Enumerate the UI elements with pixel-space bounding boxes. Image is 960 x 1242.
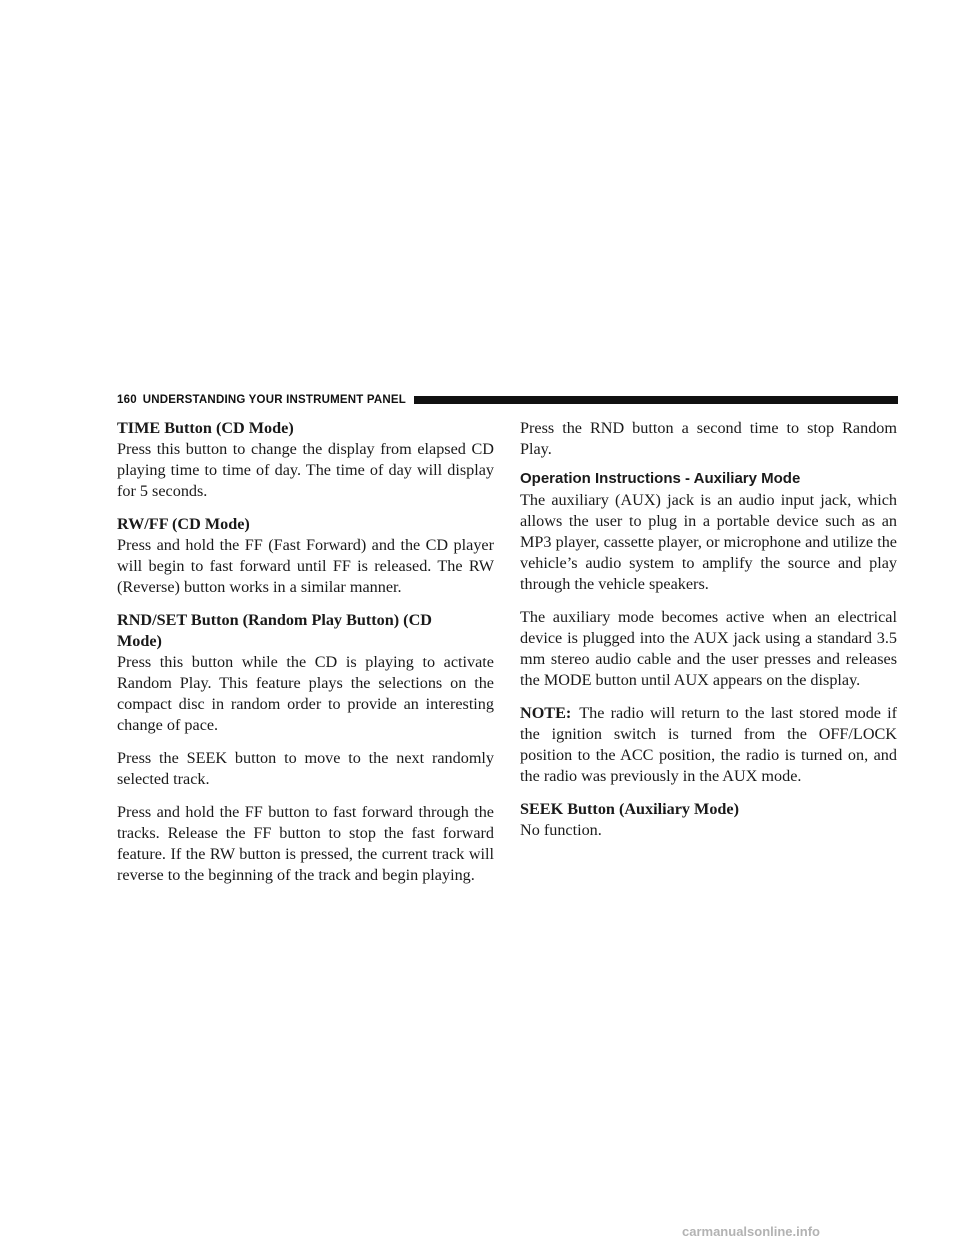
note-label: NOTE: [520,704,572,722]
time-button-text: Press this button to change the display from elapsed CD playing time to time of day. The time of day will display for 5 seconds. [117,440,494,500]
page-header [117,392,898,408]
watermark: carmanualsonline.info [682,1224,820,1239]
section-title: UNDERSTANDING YOUR INSTRUMENT PANEL [142,394,406,406]
seek-aux-text: No function. [520,821,602,839]
right-column [520,418,897,853]
rnd-set-text: Press this button while the CD is playing to activate Random Play. This feature plays the selections on the compact disc in random order to provide an interesting change of pace. [117,653,494,734]
header-rule [414,396,898,404]
aux-active-text: The auxiliary mode becomes active when an electrical device is plugged into the AUX jack using a standard 3.5 mm stereo audio cable and the user presses and releases the MODE button until AUX appears on the display. [520,608,897,689]
rnd-stop-text: Press the RND button a second time to stop Random Play. [520,419,897,458]
time-button-heading: TIME Button (CD Mode) [117,419,294,437]
aux-mode-heading: Operation Instructions - Auxiliary Mode [520,470,801,487]
left-column [117,418,494,898]
note-text: The radio will return to the last stored mode if the ignition switch is turned from the OFF/LOCK position to the ACC position, the radio is turned on, and the radio was previously in the AUX mode. [520,704,897,785]
aux-jack-text: The auxiliary (AUX) jack is an audio input jack, which allows the user to plug in a portable device such as an MP3 player, cassette player, or microphone and utilize the vehicle’s audio system to amplify the source and play through the vehicle speakers. [520,491,897,593]
note-paragraph [520,703,897,787]
ff-random-text: Press and hold the FF button to fast forward through the tracks. Release the FF button to stop the fast forward feature. If the RW button is pressed, the current track will reverse to the beginning of the track and begin playing. [117,803,494,884]
rwff-text: Press and hold the FF (Fast Forward) and the CD player will begin to fast forward until FF is released. The RW (Reverse) button works in a similar manner. [117,536,494,596]
rnd-set-heading: RND/SET Button (Random Play Button) (CD Mode) [117,611,432,650]
page-number: 160 [117,394,137,406]
rwff-heading: RW/FF (CD Mode) [117,515,250,533]
seek-aux-heading: SEEK Button (Auxiliary Mode) [520,800,739,818]
seek-random-text: Press the SEEK button to move to the next randomly selected track. [117,749,494,788]
